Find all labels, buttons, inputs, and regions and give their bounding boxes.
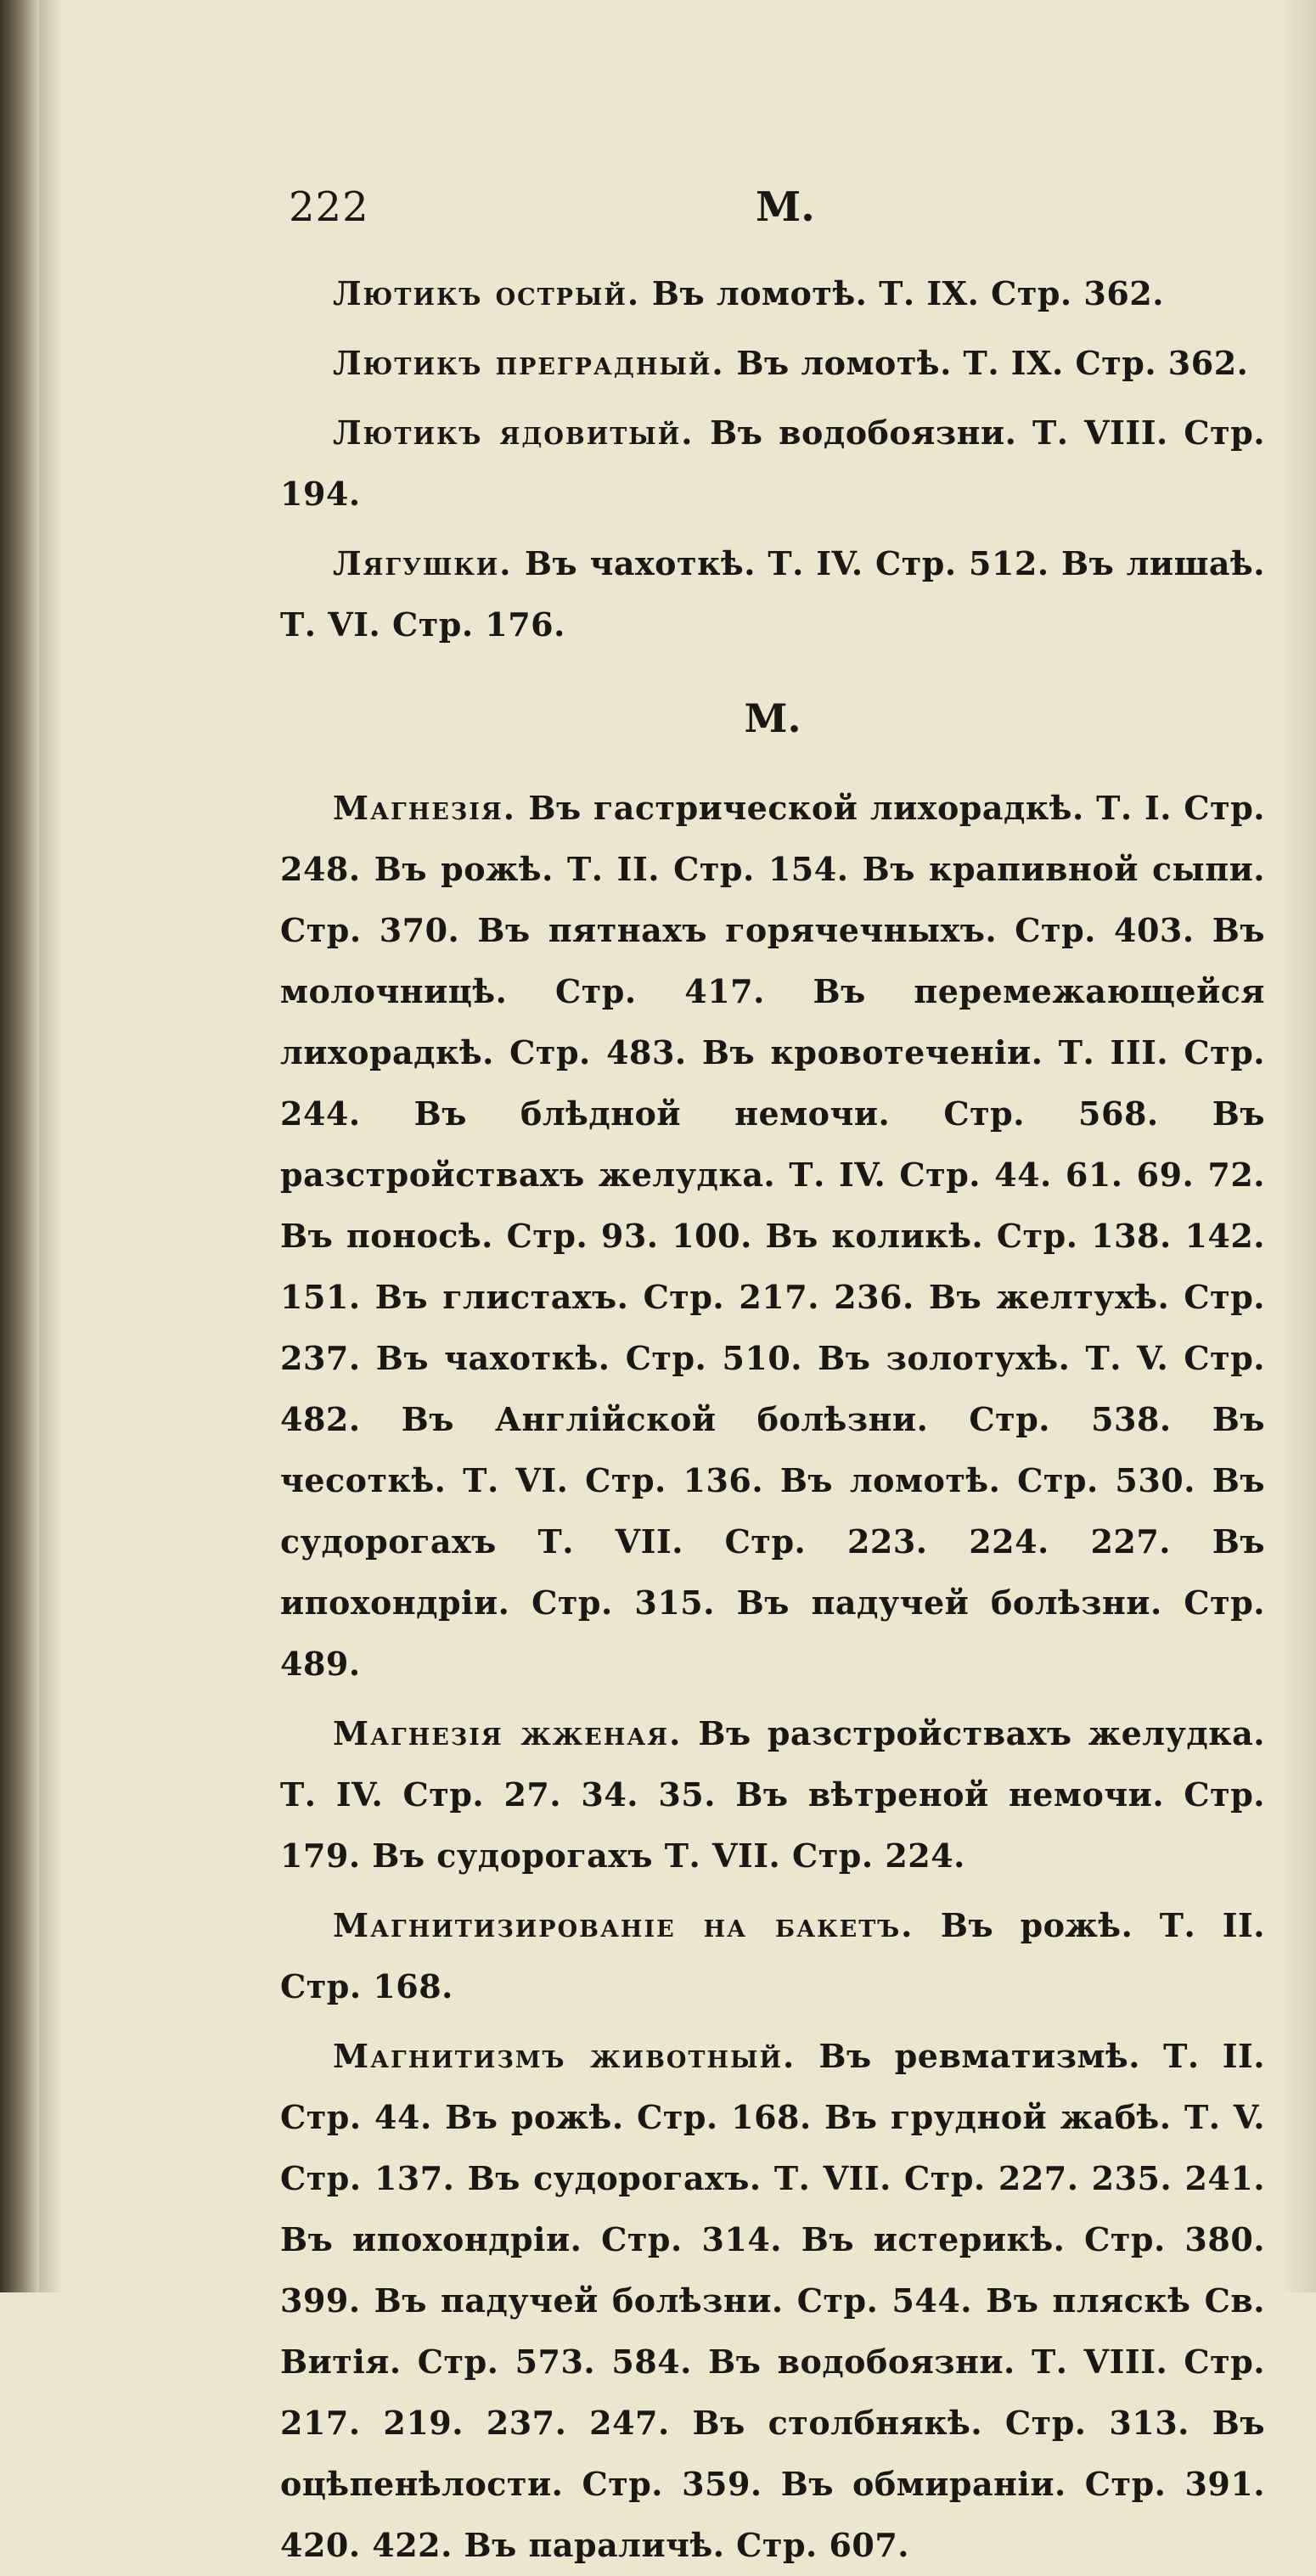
running-head — [280, 170, 1265, 263]
index-entry-lyagushki — [280, 533, 1265, 655]
index-entry-lyutik-pregradnyi — [280, 333, 1265, 394]
entry-references: Въ ревматизмѣ. Т. II. Стр. 44. Въ рожѣ. Стр. 168. Въ грудной жабѣ. Т. V. Стр. 137. Въ судорогахъ. Т. VII. Стр. 227. 235. 241. Въ ипохондріи. Стр. 314. Въ истерикѣ. Стр. 380. 399. Въ падучей болѣзни. Стр. 544. Въ пляскѣ Св. Витія. Стр. 573. 584. Въ водобоязни. Т. VIII. Стр. 217. 219. 237. 247. Въ столбнякѣ. Стр. 313. Въ оцѣпенѣлости. Стр. 359. Въ обмираніи. Стр. 391. 420. 422. Въ параличѣ. Стр. 607. — [280, 2037, 1265, 2564]
book-page — [280, 170, 1265, 2564]
entry-headword: Магнитизмъ животный. — [333, 2037, 796, 2075]
entries-m-section — [280, 778, 1265, 2576]
entry-references: Въ ломотѣ. Т. IX. Стр. 362. — [724, 344, 1249, 382]
entry-references: Въ ломотѣ. Т. IX. Стр. 362. — [640, 274, 1164, 312]
entry-headword: Лютикъ острый. — [333, 274, 641, 312]
section-letter-heading: M. — [744, 695, 801, 741]
index-entry-magneziya-zhzhenaya — [280, 1703, 1265, 1887]
index-entry-magnitizm-zhivotnyi — [280, 2026, 1265, 2576]
entry-references: Въ разстройствахъ желудка. Т. IV. Стр. 27. 34. 35. Въ вѣтреной немочи. Стр. 179. Въ судорогахъ Т. VII. Стр. 224. — [280, 1714, 1265, 1875]
entry-headword: Лягушки. — [333, 544, 513, 582]
entry-headword: Лютикъ преградный. — [333, 344, 725, 382]
entry-headword: Магнезія жженая. — [333, 1714, 683, 1752]
entry-references: Въ водобоязни. Т. VIII. Стр. 194. — [280, 413, 1265, 513]
index-entry-magnitizirovanie — [280, 1895, 1265, 2017]
page-gutter-shadow — [39, 0, 63, 2292]
page-number: 222 — [289, 183, 369, 231]
index-entry-lyutik-ostryi — [280, 263, 1265, 324]
book-binding — [0, 0, 39, 2292]
page-edge-shadow — [1282, 0, 1316, 2292]
running-head-letter: M. — [756, 183, 815, 231]
index-entry-lyutik-yadovityi — [280, 402, 1265, 525]
entry-headword: Магнезія. — [333, 789, 516, 827]
entry-references: Въ гастрической лихорадкѣ. Т. I. Стр. 248. Въ рожѣ. Т. II. Стр. 154. Въ крапивной сыпи. Стр. 370. Въ пятнахъ горячечныхъ. Стр. 403. Въ молочницѣ. Стр. 417. Въ перемежающейся лихорадкѣ. Стр. 483. Въ кровотеченіи. Т. III. Стр. 244. Въ блѣдной немочи. Стр. 568. Въ разстройствахъ желудка. Т. IV. Стр. 44. 61. 69. 72. Въ поносѣ. Стр. 93. 100. Въ коликѣ. Стр. 138. 142. 151. Въ глистахъ. Стр. 217. 236. Въ желтухѣ. Стр. 237. Въ чахоткѣ. Стр. 510. Въ золотухѣ. Т. V. Стр. 482. Въ Англійской болѣзни. Стр. 538. Въ чесоткѣ. Т. VI. Стр. 136. Въ ломотѣ. Стр. 530. Въ судорогахъ Т. VII. Стр. 223. 224. 227. Въ ипохондріи. Стр. 315. Въ падучей болѣзни. Стр. 489. — [280, 789, 1265, 1683]
entry-headword: Лютикъ ядовитый. — [333, 413, 695, 452]
entries-l-section — [280, 263, 1265, 655]
entry-references: Въ рожѣ. Т. II. Стр. 168. — [280, 1906, 1265, 2005]
entry-headword: Магнитизированіе на бакетъ. — [333, 1906, 914, 1944]
entry-references: Въ чахоткѣ. Т. IV. Стр. 512. Въ лишаѣ. Т. VI. Стр. 176. — [280, 544, 1265, 644]
index-entry-magneziya — [280, 778, 1265, 1695]
